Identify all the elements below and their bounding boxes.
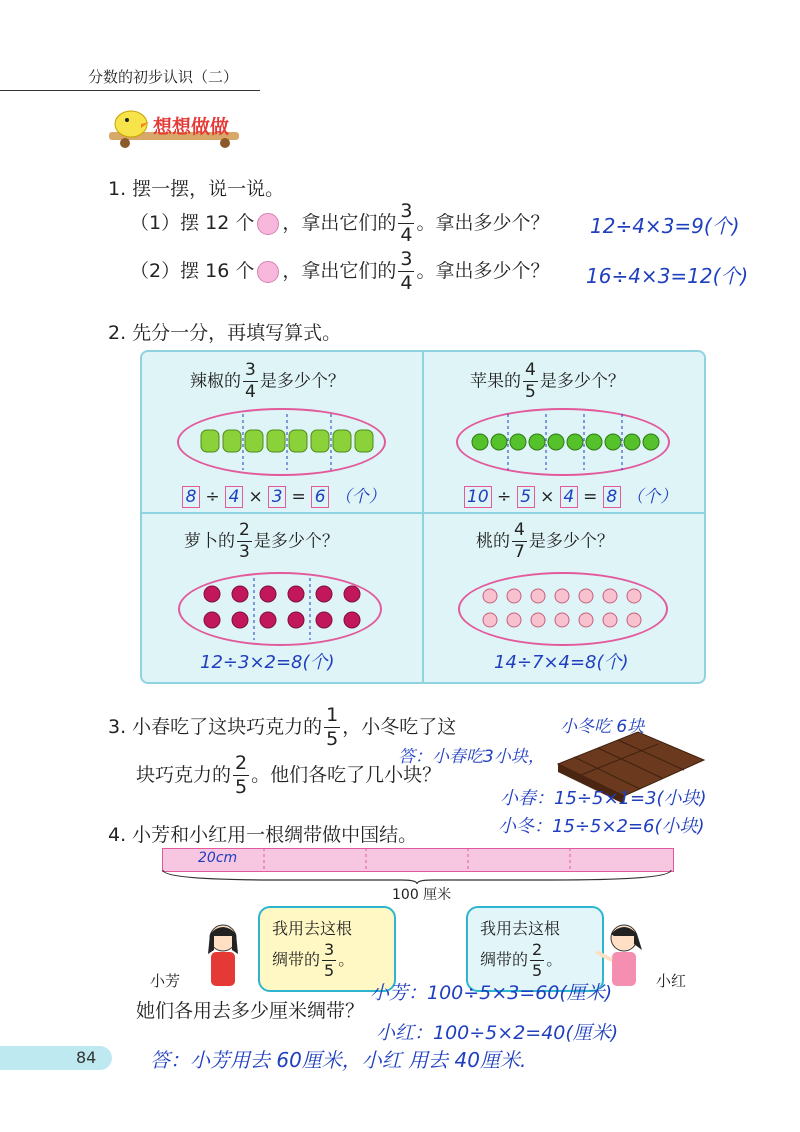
q1-item2-mid: ，拿出它们的 xyxy=(282,260,397,282)
cell4-suffix: 是多少个？ xyxy=(528,531,614,552)
fraction: $\frac{2}{3}$ xyxy=(239,520,250,562)
bubble-left-line2: 绸带的 $\frac{3}{5}$ 。 xyxy=(272,939,355,980)
q2-cell2-question xyxy=(470,362,625,401)
q4-title: 4. 小芳和小红用一根绸带做中国结。 xyxy=(108,824,418,846)
panel-divider-h xyxy=(142,512,704,514)
fraction: $\frac{1}{5}$ xyxy=(326,704,339,750)
fraction: $\frac{4}{7}$ xyxy=(514,520,525,562)
length-brace xyxy=(162,870,672,884)
q2-cell3-question xyxy=(184,522,339,561)
q3-line1-suffix: ，小冬吃了这 xyxy=(342,716,457,738)
q2-cell4-answer: 14÷7×4=8(个) xyxy=(494,652,629,673)
eq-box: 8 xyxy=(603,486,621,508)
q1-item2-prefix: （2）摆 16 个 xyxy=(130,260,255,282)
eq-box: 10 xyxy=(464,486,492,508)
bubble-right-line2: 绸带的 $\frac{2}{5}$ 。 xyxy=(480,939,563,980)
q3-line2-prefix: 块巧克力的 xyxy=(136,764,232,786)
q3-note: 小冬吃 6块 xyxy=(560,717,645,737)
ribbon-dividers xyxy=(162,848,672,870)
cell1-prefix: 辣椒的 xyxy=(190,371,241,392)
cell4-prefix: 桃的 xyxy=(476,531,510,552)
eq-box: 8 xyxy=(182,486,200,508)
eq-box: 5 xyxy=(517,486,535,508)
peach-oval xyxy=(458,572,668,646)
pink-circle-icon xyxy=(257,261,279,283)
q2-cell3-answer: 12÷3×2=8(个) xyxy=(200,652,335,673)
q2-title: 2. 先分一分，再填写算式。 xyxy=(108,322,342,344)
cell3-suffix: 是多少个？ xyxy=(253,531,339,552)
apple-oval xyxy=(456,408,670,476)
apple-icons xyxy=(458,410,668,474)
eq-box: 6 xyxy=(311,486,329,508)
q3-answer2: 小春：15÷5×1=3(小块) xyxy=(500,788,707,809)
fraction: $\frac{3}{4}$ xyxy=(400,200,413,246)
q1-item1-suffix: 。拿出多少个？ xyxy=(416,212,550,234)
header-title: 分数的初步认识（二） xyxy=(88,68,239,86)
q1-item2-suffix: 。拿出多少个？ xyxy=(416,260,550,282)
q1-item1-prefix: （1）摆 12 个 xyxy=(130,212,255,234)
q2-cell1-question xyxy=(190,362,345,401)
q2-panel xyxy=(140,350,706,684)
q2-cell2-equation: 10 ÷ 5 × 4 = 8 （个） xyxy=(464,482,677,508)
radish-oval xyxy=(178,572,382,646)
q1-answer2: 16÷4×3=12(个) xyxy=(586,264,749,288)
peach-icons xyxy=(460,574,666,644)
ribbon-note: 20cm xyxy=(198,850,238,866)
q3-answer1: 答：小春吃3小块， xyxy=(398,747,545,767)
eq-box: 3 xyxy=(268,486,286,508)
page-number: 84 xyxy=(76,1048,97,1067)
section-badge xyxy=(105,110,255,150)
q1-item2 xyxy=(130,250,549,293)
bubble-left-line1: 我用去这根 xyxy=(272,919,353,938)
cell1-suffix: 是多少个？ xyxy=(259,371,345,392)
girl-left-icon xyxy=(198,920,248,990)
pepper-oval xyxy=(177,408,386,476)
q4-question: 她们各用去多少厘米绸带？ xyxy=(136,1000,365,1022)
name-right: 小红 xyxy=(656,972,687,990)
pepper-icons xyxy=(179,410,384,474)
fraction: $\frac{4}{5}$ xyxy=(525,360,536,402)
fraction: $\frac{2}{5}$ xyxy=(532,939,543,980)
name-left: 小芳 xyxy=(150,972,181,990)
page-header xyxy=(0,60,260,91)
fraction: $\frac{2}{5}$ xyxy=(235,752,248,798)
fraction: $\frac{3}{5}$ xyxy=(324,939,335,980)
pink-circle-icon xyxy=(257,213,279,235)
q3-line1-prefix: 3. 小春吃了这块巧克力的 xyxy=(108,716,323,738)
q4-answer2: 小红：100÷5×2=40(厘米) xyxy=(376,1022,619,1044)
page-tab xyxy=(0,1046,112,1070)
q4-answer1: 小芳：100÷5×3=60(厘米) xyxy=(370,982,613,1004)
cell3-prefix: 萝卜的 xyxy=(184,531,235,552)
q2-cell4-question xyxy=(476,522,614,561)
eq-box: 4 xyxy=(560,486,578,508)
section-title: 想想做做 xyxy=(153,116,230,138)
q3-line2-suffix: 。他们各吃了几小块？ xyxy=(251,764,442,786)
panel-divider-v xyxy=(422,352,424,682)
cell2-prefix: 苹果的 xyxy=(470,371,521,392)
q1-title: 1. 摆一摆，说一说。 xyxy=(108,178,285,200)
q1-answer1: 12÷4×3=9(个) xyxy=(590,214,740,238)
q1-item1-mid: ，拿出它们的 xyxy=(282,212,397,234)
q3-answer3: 小冬：15÷5×2=6(小块) xyxy=(498,816,705,837)
length-label: 100 厘米 xyxy=(392,887,452,903)
cell2-suffix: 是多少个？ xyxy=(539,371,625,392)
q2-cell1-equation: 8 ÷ 4 × 3 = 6 （个） xyxy=(182,482,386,508)
q1-item1 xyxy=(130,202,549,245)
radish-icons xyxy=(180,574,380,644)
bubble-right-line1: 我用去这根 xyxy=(480,919,561,938)
fraction: $\frac{3}{4}$ xyxy=(245,360,256,402)
eq-box: 4 xyxy=(225,486,243,508)
q4-final: 答：小芳用去 60厘米，小红 用去 40厘米. xyxy=(150,1048,527,1072)
fraction: $\frac{3}{4}$ xyxy=(400,248,413,294)
q3-line2 xyxy=(136,754,441,797)
